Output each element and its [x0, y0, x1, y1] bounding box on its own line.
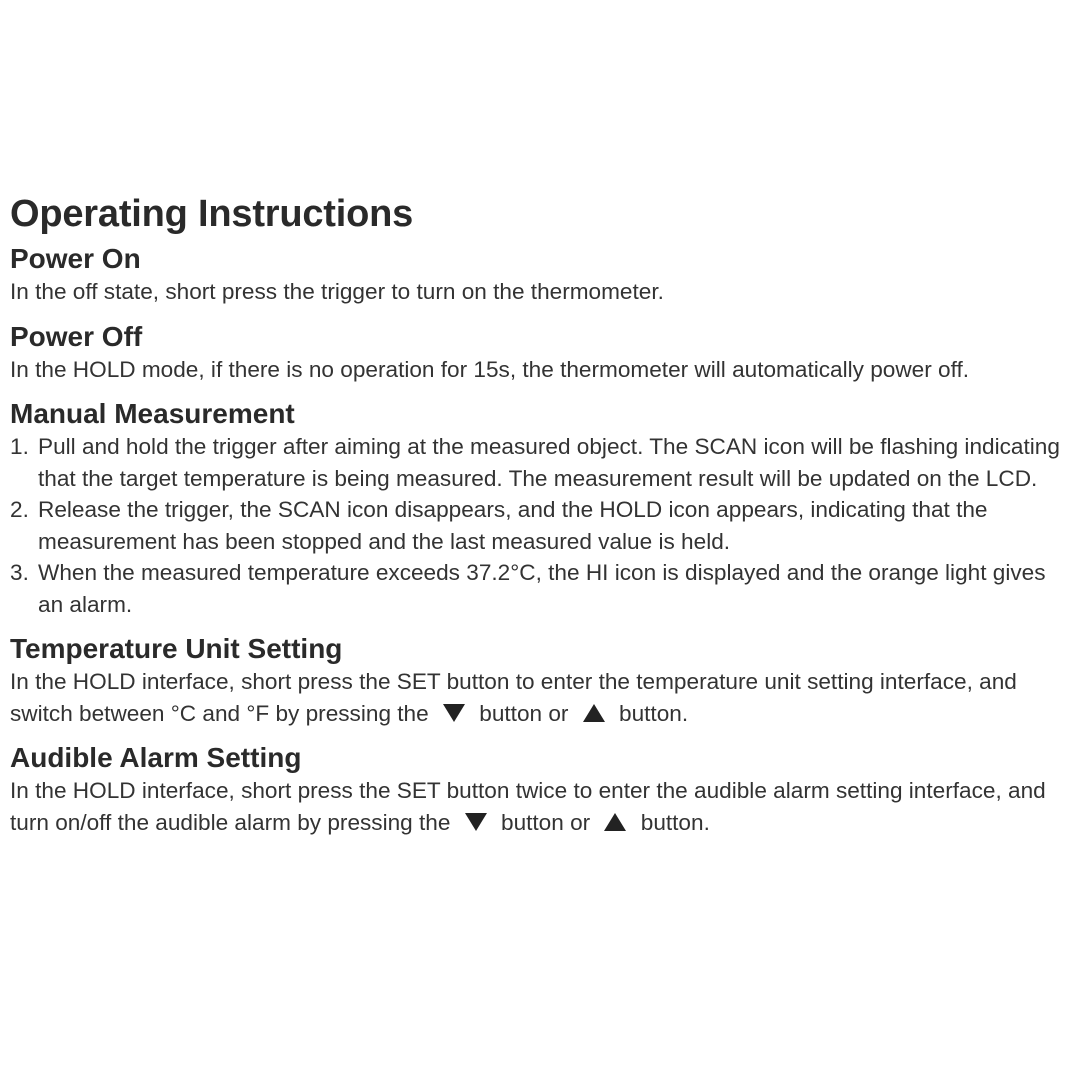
list-item	[10, 557, 1076, 620]
temperature-unit-heading: Temperature Unit Setting	[10, 633, 343, 664]
power-on-text: In the off state, short press the trigger to turn on the thermometer.	[10, 279, 664, 304]
power-off-heading: Power Off	[10, 320, 143, 352]
up-triangle-icon	[583, 704, 605, 722]
list-item-text: Release the trigger, the SCAN icon disappears, and the HOLD icon appears, indicating that the measurement has been stopped and the last measured value is held.	[38, 497, 988, 554]
alarm-text-middle: button or	[501, 809, 591, 835]
list-item-number: 1.	[10, 434, 29, 459]
list-item	[10, 431, 1076, 494]
list-item-number: 3.	[10, 560, 29, 585]
unit-text-before: In the HOLD interface, short press the SET button to enter the temperature unit setting interface, and switch between °C and °F by pressing the	[10, 669, 1017, 726]
list-item-number: 2.	[10, 497, 29, 522]
down-triangle-icon	[465, 813, 487, 831]
manual-measurement-heading: Manual Measurement	[10, 398, 295, 429]
audible-alarm-text	[10, 775, 1076, 838]
audible-alarm-heading: Audible Alarm Setting	[10, 742, 302, 773]
up-triangle-icon	[604, 813, 626, 831]
list-item	[10, 494, 1076, 557]
power-off-text: In the HOLD mode, if there is no operation for 15s, the thermometer will automatically power off.	[10, 356, 970, 382]
unit-text-after: button.	[619, 700, 689, 726]
instructions-document	[10, 192, 1076, 838]
power-on-heading: Power On	[10, 243, 141, 274]
list-item-text: Pull and hold the trigger after aiming at the measured object. The SCAN icon will be flashing indicating that the target temperature is being measured. The measurement result will be updated on the LCD.	[38, 434, 1060, 491]
alarm-text-after: button.	[640, 809, 710, 835]
unit-text-middle: button or	[479, 700, 569, 726]
down-triangle-icon	[443, 704, 465, 722]
alarm-text-before: In the HOLD interface, short press the SET button twice to enter the audible alarm setting interface, and turn on/off the audible alarm by pressing the	[10, 778, 1046, 835]
temperature-unit-text	[10, 666, 1076, 729]
page-title: Operating Instructions	[10, 193, 414, 235]
list-item-text: When the measured temperature exceeds 37.2°C, the HI icon is displayed and the orange light gives an alarm.	[38, 560, 1046, 617]
manual-measurement-list	[10, 431, 1076, 620]
